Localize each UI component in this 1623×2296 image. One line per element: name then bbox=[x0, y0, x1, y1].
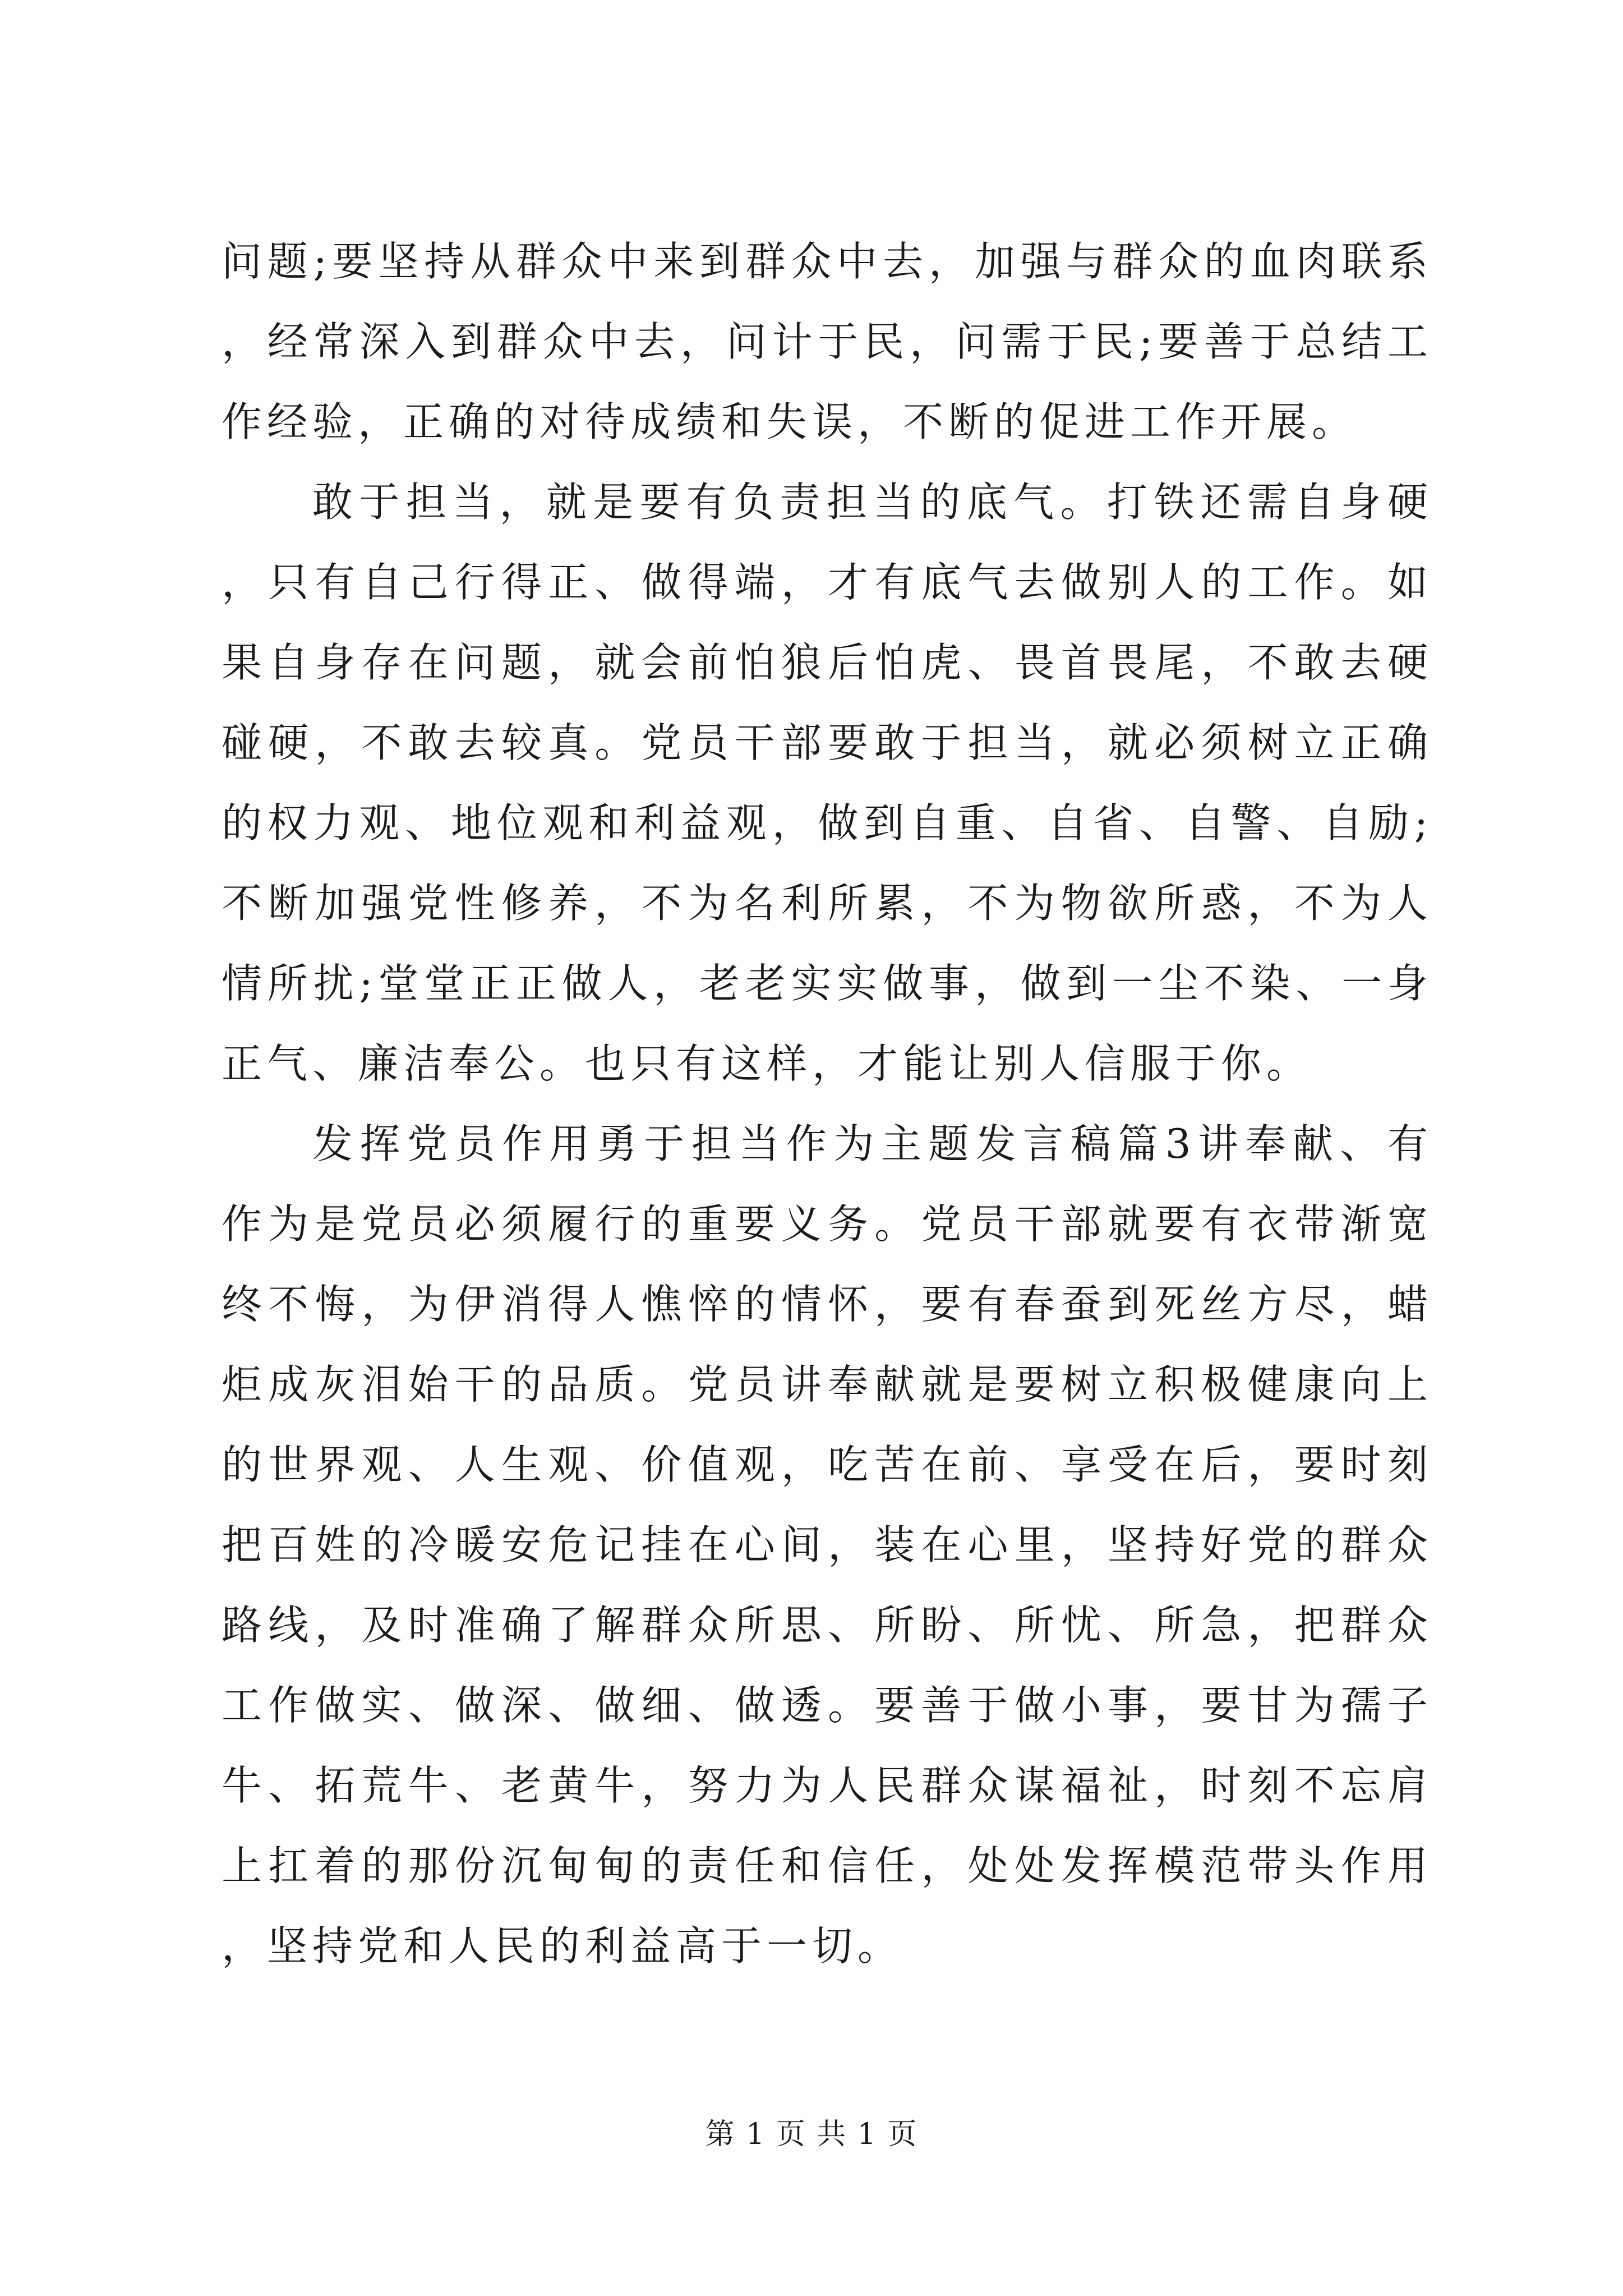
page-number-footer: 第 1 页 共 1 页 bbox=[705, 2118, 918, 2151]
document-body bbox=[222, 222, 1433, 1986]
paragraph-continuation: 问题;要坚持从群众中来到群众中去，加强与群众的血肉联系，经常深入到群众中去，问计于民，问需于民;要善于总结工作经验，正确的对待成绩和失误，不断的促进工作开展。 bbox=[222, 238, 1433, 445]
paragraph-daring-to-take-responsibility: 敢于担当，就是要有负责担当的底气。打铁还需自身硬，只有自己行得正、做得端，才有底气去做别人的工作。如果自身存在问题，就会前怕狼后怕虎、畏首畏尾，不敢去硬碰硬，不敢去较真。党员干部要敢于担当，就必须树立正确的权力观、地位观和利益观，做到自重、自省、自警、自励;不断加强党性修养，不为名利所累，不为物欲所惑，不为人情所扰;堂堂正正做人，老老实实做事，做到一尘不染、一身正气、廉洁奉公。也只有这样，才能让别人信服于你。 bbox=[222, 478, 1433, 1087]
paragraph-dedication: 发挥党员作用勇于担当作为主题发言稿篇3讲奉献、有作为是党员必须履行的重要义务。党员干部就要有衣带渐宽终不悔，为伊消得人憔悴的情怀，要有春蚕到死丝方尽，蜡炬成灰泪始干的品质。党员讲奉献就是要树立积极健康向上的世界观、人生观、价值观，吃苦在前、享受在后，要时刻把百姓的冷暖安危记挂在心间，装在心里，坚持好党的群众路线，及时准确了解群众所思、所盼、所忧、所急，把群众工作做实、做深、做细、做透。要善于做小事，要甘为孺子牛、拓荒牛、老黄牛，努力为人民群众谋福祉，时刻不忘肩上扛着的那份沉甸甸的责任和信任，处处发挥模范带头作用，坚持党和人民的利益高于一切。 bbox=[222, 1120, 1433, 1970]
